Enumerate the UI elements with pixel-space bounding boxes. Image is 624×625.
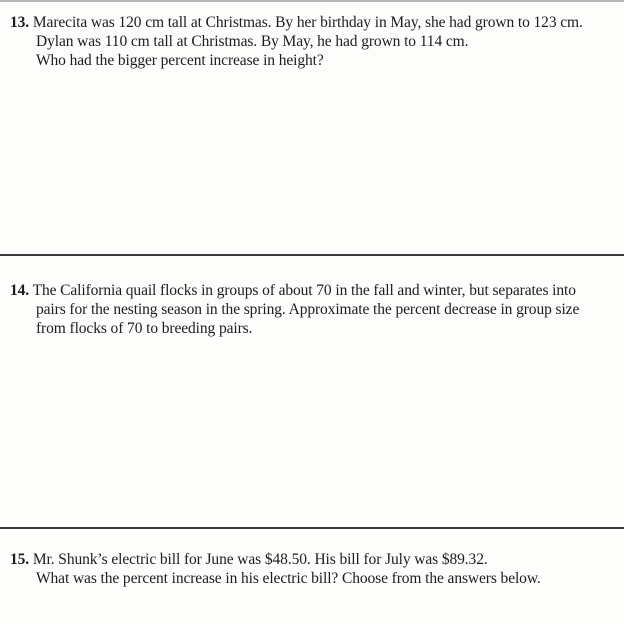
problem-line: pairs for the nesting season in the spring. Approximate the percent decrease in group size xyxy=(36,301,580,318)
problem-number: 13. xyxy=(10,14,30,31)
problem-line: What was the percent increase in his electric bill? Choose from the answers below. xyxy=(36,570,541,587)
problem-13 xyxy=(0,13,624,70)
problem-15 xyxy=(0,550,624,588)
problem-line: Who had the bigger percent increase in height? xyxy=(36,52,324,69)
section-divider xyxy=(0,254,624,256)
problem-text: Mr. Shunk’s electric bill for June was $48.50. His bill for July was $89.32. xyxy=(32,551,488,568)
problem-number: 15. xyxy=(10,551,30,568)
problem-line xyxy=(0,281,624,300)
problem-line xyxy=(0,13,624,32)
problem-number: 14. xyxy=(10,282,30,299)
problem-line xyxy=(0,550,624,569)
problem-line: from flocks of 70 to breeding pairs. xyxy=(36,320,253,337)
top-rule xyxy=(0,0,624,2)
problem-line: Dylan was 110 cm tall at Christmas. By May, he had grown to 114 cm. xyxy=(36,33,469,50)
problem-14 xyxy=(0,281,624,338)
problem-text: Marecita was 120 cm tall at Christmas. By her birthday in May, she had grown to 123 cm. xyxy=(32,14,583,31)
problem-text: The California quail flocks in groups of about 70 in the fall and winter, but separates into xyxy=(32,282,576,299)
section-divider xyxy=(0,527,624,529)
